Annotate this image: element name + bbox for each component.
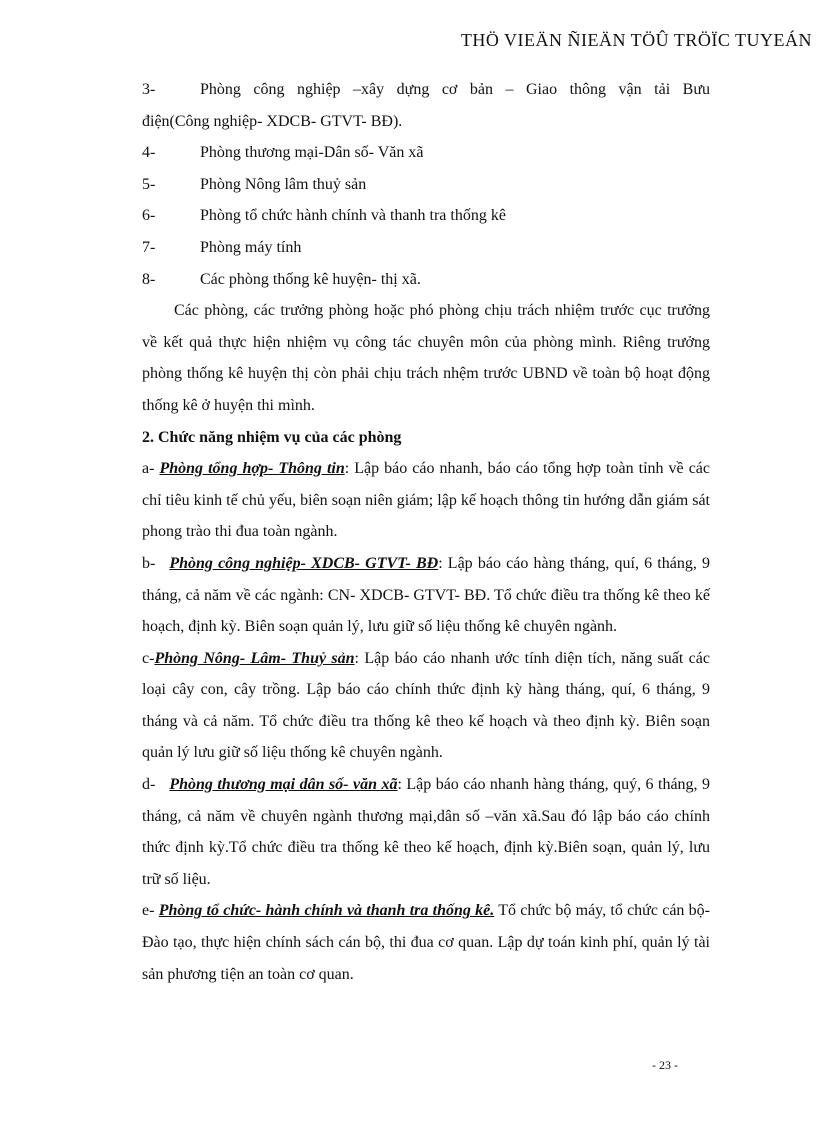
list-text: Phòng công nghiệp –xây dựng cơ bản – Giao thông vận tải Bưu [200,81,710,98]
item-prefix: a- [142,460,155,478]
item-prefix: c- [142,649,155,667]
item-title: Phòng Nông- Lâm- Thuỷ sản [154,649,355,667]
list-number: 7- [142,238,156,256]
item-d [142,769,710,895]
list-item [142,74,710,137]
list-text: Phòng máy tính [200,238,302,256]
item-prefix: b- [142,554,156,572]
item-prefix: d- [142,776,156,794]
item-prefix: e- [142,902,155,920]
list-text: Phòng thương mại-Dân số- Văn xã [200,144,424,162]
item-title: Phòng tổng hợp- Thông tin [159,460,345,478]
list-number: 3- [142,81,156,98]
list-text: Phòng tổ chức hành chính và thanh tra thống kê [200,207,506,225]
item-a [142,453,710,548]
list-item [142,137,710,169]
document-body [142,74,710,990]
item-title: Phòng thương mại dân số- văn xã [169,776,398,794]
list-text: Phòng Nông lâm thuỷ sản [200,175,367,193]
list-item [142,264,710,296]
item-text: : Lập báo cáo nhanh ước tính diện tích, năng suất các loại cây con, cây trồng. Lập báo cáo chính thức định kỳ hàng tháng, quí, 6 tháng, 9 tháng và cả năm. Tổ chức điều tra thống kê theo kế hoạch và theo định kỳ. Biên soạn quản lý lưu giữ số liệu thống kê chuyên ngành. [142,649,710,762]
item-title: Phòng công nghiệp- XDCB- GTVT- BĐ [169,554,439,572]
item-title: Phòng tổ chức- hành chính và thanh tra thống kê. [158,902,495,920]
page-number: - 23 - [652,1058,678,1072]
list-number: 5- [142,175,156,193]
list-item [142,169,710,201]
item-text: : Lập báo cáo hàng tháng, quí, 6 tháng, 9 tháng, cả năm về các ngành: CN- XDCB- GTVT- BĐ. Tổ chức điều tra thống kê theo kế hoạch, định kỳ. Biên soạn quản lý, lưu giữ số liệu thống kê chuyên ngành. [142,554,710,636]
item-text: : Lập báo cáo nhanh, báo cáo tổng hợp toàn tỉnh về các chỉ tiêu kinh tế chủ yếu, biên soạn niên giám; lập kế hoạch thông tin hướng dẫn giám sát phong trào thi đua toàn ngành. [142,460,711,541]
item-b [142,548,710,643]
item-text: Tổ chức bộ máy, tổ chức cán bộ- Đào tạo, thực hiện chính sách cán bộ, thi đua cơ quan. Lập dự toán kinh phí, quản lý tài sản phương tiện an toàn cơ quan. [142,902,711,983]
list-item [142,232,710,264]
item-c [142,643,710,769]
item-e [142,895,710,990]
body-paragraph: Các phòng, các trưởng phòng hoặc phó phòng chịu trách nhiệm trước cục trưởng về kết quả thực hiện nhiệm vụ công tác chuyên môn của phòng mình. Riêng trưởng phòng thống kê huyện thị còn phải chịu trách nhệm trước UBND về toàn bộ hoạt động thống kê ở huyện thi mình. [142,302,710,414]
section-heading: 2. Chức năng nhiệm vụ của các phòng [142,428,402,446]
list-number: 8- [142,270,156,288]
list-number: 6- [142,207,156,225]
list-text-continuation: điện(Công nghiệp- XDCB- GTVT- BĐ). [142,112,403,130]
list-item [142,200,710,232]
list-number: 4- [142,144,156,162]
item-text: : Lập báo cáo nhanh hàng tháng, quý, 6 tháng, 9 tháng, cả năm về chuyên ngành thương mại,dân số –văn xã.Sau đó lập báo cáo chính thức định kỳ.Tổ chức điều tra thống kê theo kế hoạch, định kỳ.Biên soạn, quản lý, lưu trữ số liệu. [142,776,711,888]
page-header: THÖ VIEÄN ÑIEÄN TÖÛ TRÖÏC TUYEÁN [460,30,812,50]
list-text: Các phòng thống kê huyện- thị xã. [200,270,421,288]
